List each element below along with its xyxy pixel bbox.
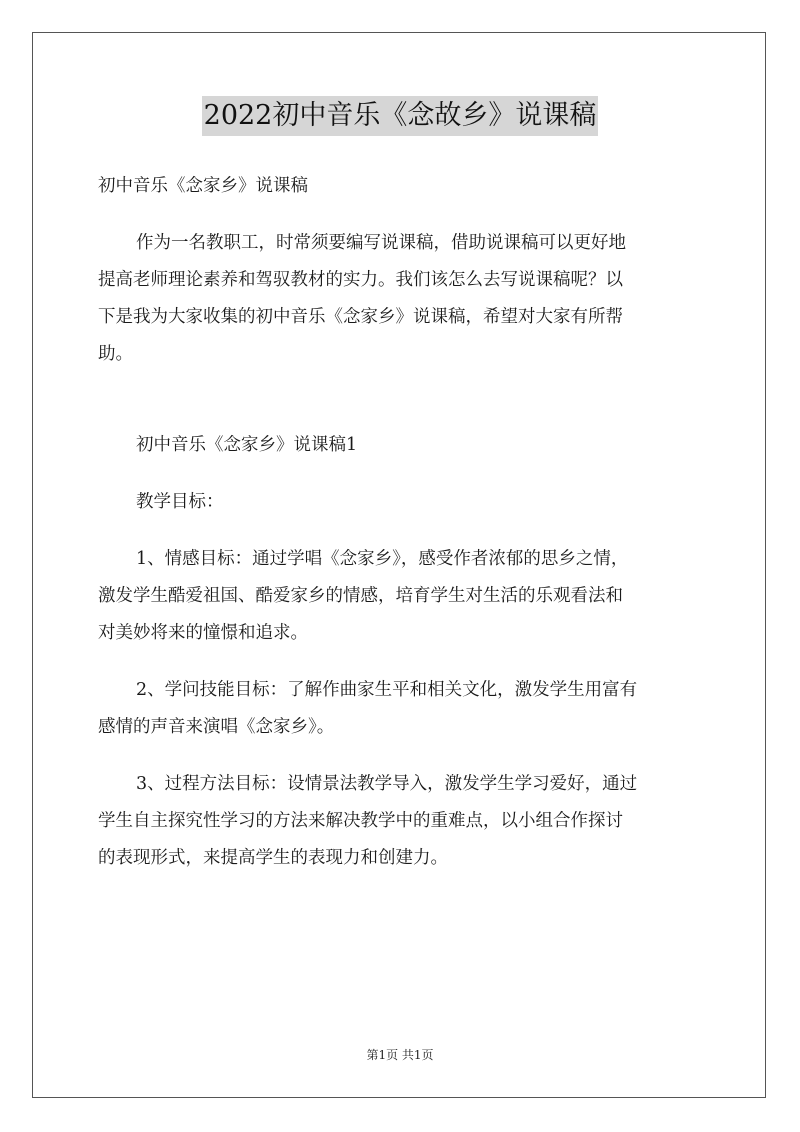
paragraph-line: 学生自主探究性学习的方法来解决教学中的重难点，以小组合作探讨 xyxy=(98,811,623,831)
intro-paragraph xyxy=(98,225,708,373)
paragraph-line: 对美妙将来的憧憬和追求。 xyxy=(98,623,308,643)
goal-1-paragraph xyxy=(98,541,708,652)
paragraph-line: 提高老师理论素养和驾驭教材的实力。我们该怎么去写说课稿呢？以 xyxy=(98,270,623,290)
paragraph-line: 2、学问技能目标：了解作曲家生平和相关文化，激发学生用富有 xyxy=(136,680,638,700)
page-indicator: 第1页 共1页 xyxy=(366,1048,434,1062)
paragraph-line: 1、情感目标：通过学唱《念家乡》，感受作者浓郁的思乡之情， xyxy=(136,549,629,569)
paragraph-line: 的表现形式，来提高学生的表现力和创建力。 xyxy=(98,848,448,868)
goals-label: 教学目标： xyxy=(136,492,224,512)
goal-2-paragraph xyxy=(98,672,708,746)
paragraph-line: 助。 xyxy=(98,344,133,364)
document-title: 2022初中音乐《念故乡》说课稿 xyxy=(202,96,599,136)
paragraph-line: 感情的声音来演唱《念家乡》。 xyxy=(98,717,335,737)
goal-3-paragraph xyxy=(98,766,708,877)
paragraph-line: 下是我为大家收集的初中音乐《念家乡》说课稿，希望对大家有所帮 xyxy=(98,307,623,327)
section-heading: 初中音乐《念家乡》说课稿1 xyxy=(136,435,358,455)
document-subtitle: 初中音乐《念家乡》说课稿 xyxy=(98,176,308,196)
paragraph-line: 3、过程方法目标：设情景法教学导入，激发学生学习爱好，通过 xyxy=(136,774,638,794)
document-body xyxy=(98,168,708,877)
title-container xyxy=(0,96,800,136)
paragraph-line: 激发学生酷爱祖国、酷爱家乡的情感，培育学生对生活的乐观看法和 xyxy=(98,586,623,606)
paragraph-line: 作为一名教职工，时常须要编写说课稿，借助说课稿可以更好地 xyxy=(136,233,626,253)
